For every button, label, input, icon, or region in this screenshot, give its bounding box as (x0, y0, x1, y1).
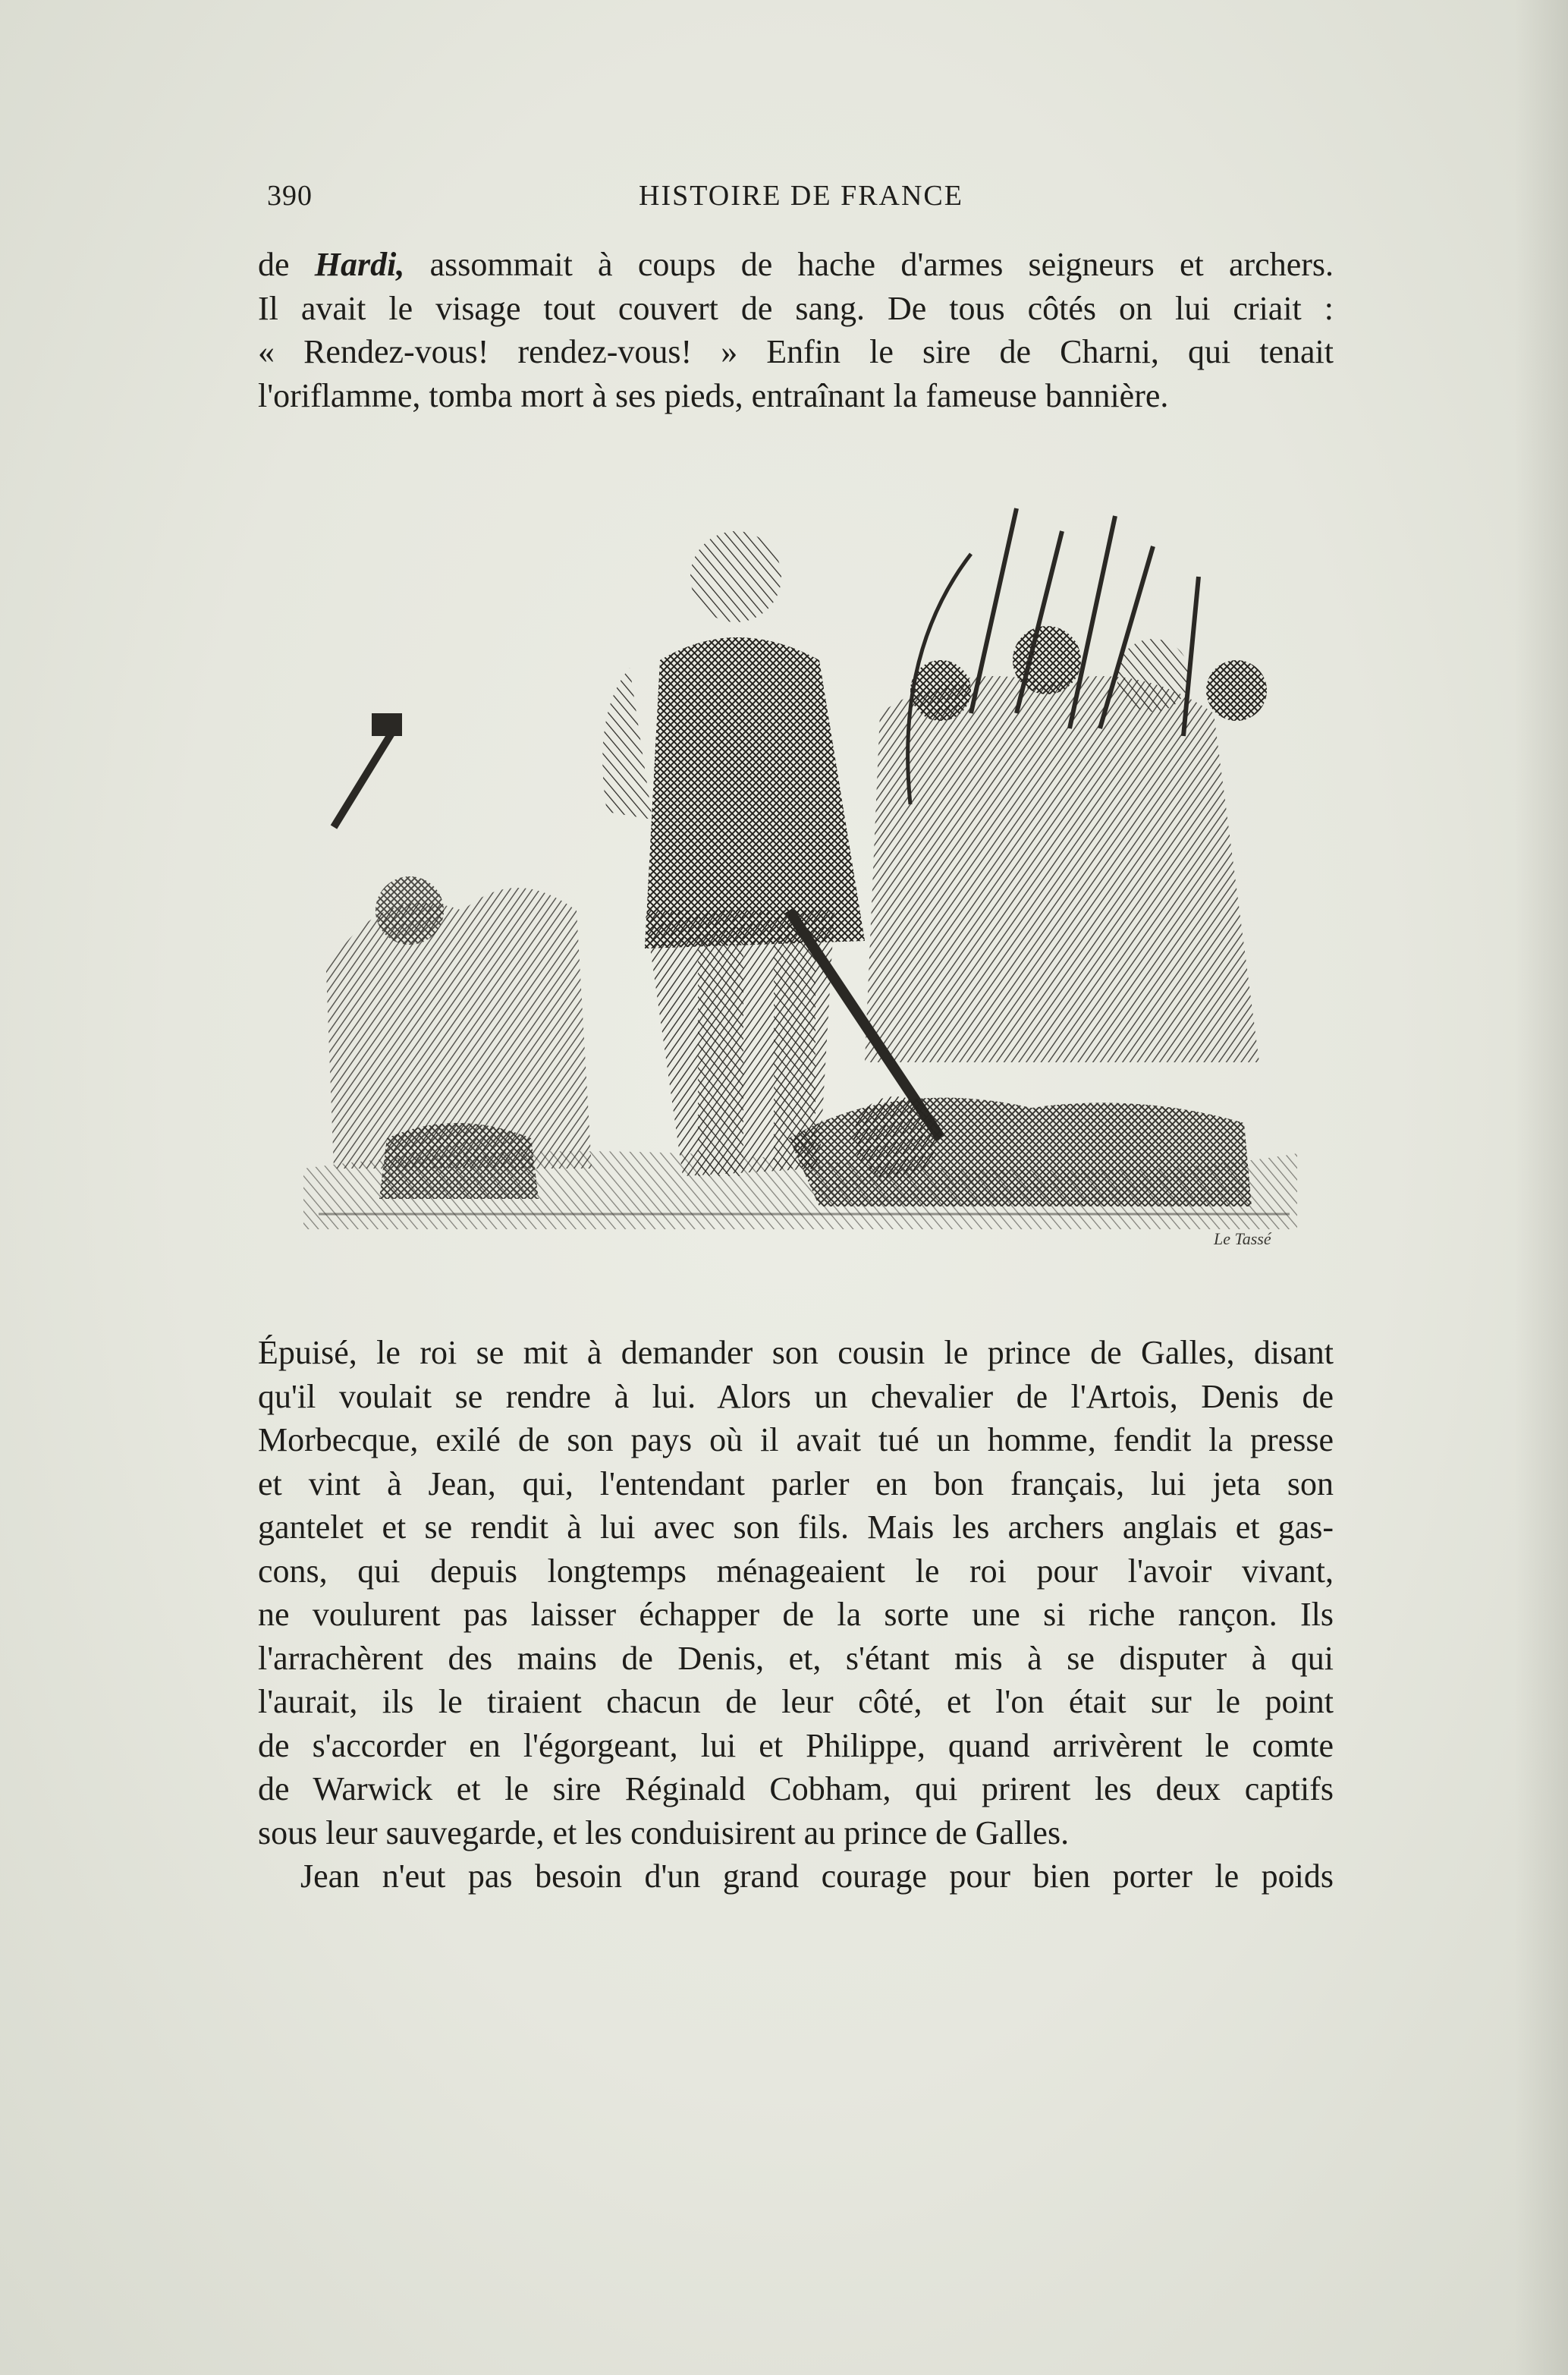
engraving-illustration (288, 486, 1320, 1275)
text-line: Morbecque, exilé de son pays où il avait tué un homme, fendit la presse (258, 1421, 1334, 1458)
text-line: sous leur sauvegarde, et les conduisirent au prince de Galles. (258, 1813, 1070, 1851)
book-title: HISTOIRE DE FRANCE (639, 180, 963, 212)
text-line: qu'il voulait se rendre à lui. Alors un chevalier de l'Artois, Denis de (258, 1377, 1334, 1415)
next-paragraph-first-line: Jean n'eut pas besoin d'un grand courage pour bien porter le poids (300, 1858, 1334, 1895)
italic-name: Hardi, (314, 246, 405, 283)
page-number: 390 (267, 180, 313, 212)
top-paragraph (258, 243, 1334, 417)
text-line: et vint à Jean, qui, l'entendant parler en bon français, lui jeta son (258, 1464, 1334, 1502)
text-line: de s'accorder en l'égorgeant, lui et Philippe, quand arrivèrent le comte (258, 1726, 1334, 1764)
text-line: Épuisé, le roi se mit à demander son cousin le prince de Galles, disant (258, 1334, 1334, 1371)
text-line: l'arrachèrent des mains de Denis, et, s'étant mis à se disputer à qui (258, 1639, 1334, 1677)
text-line: ne voulurent pas laisser échapper de la sorte une si riche rançon. Ils (258, 1596, 1334, 1633)
text-line: cons, qui depuis longtemps ménageaient le roi pour l'avoir vivant, (258, 1552, 1334, 1590)
text-line: l'aurait, ils le tiraient chacun de leur côté, et l'on était sur le point (258, 1683, 1334, 1720)
text-line: Il avait le visage tout couvert de sang. De tous côtés on lui criait : (258, 289, 1334, 327)
bottom-paragraph (258, 1331, 1334, 1898)
running-head (267, 179, 1335, 217)
text-line: « Rendez-vous! rendez-vous! » Enfin le sire de Charni, qui tenait (258, 333, 1334, 370)
engraver-signature: Le Tassé (1214, 1229, 1271, 1248)
text-line: l'oriflamme, tomba mort à ses pieds, entraînant la fameuse bannière. (258, 376, 1169, 414)
text-line: de Hardi, assommait à coups de hache d'armes seigneurs et archers. (258, 246, 1334, 283)
text-line: gantelet et se rendit à lui avec son fils. Mais les archers anglais et gas- (258, 1508, 1334, 1546)
text-line: de Warwick et le sire Réginald Cobham, qui prirent les deux captifs (258, 1770, 1334, 1807)
